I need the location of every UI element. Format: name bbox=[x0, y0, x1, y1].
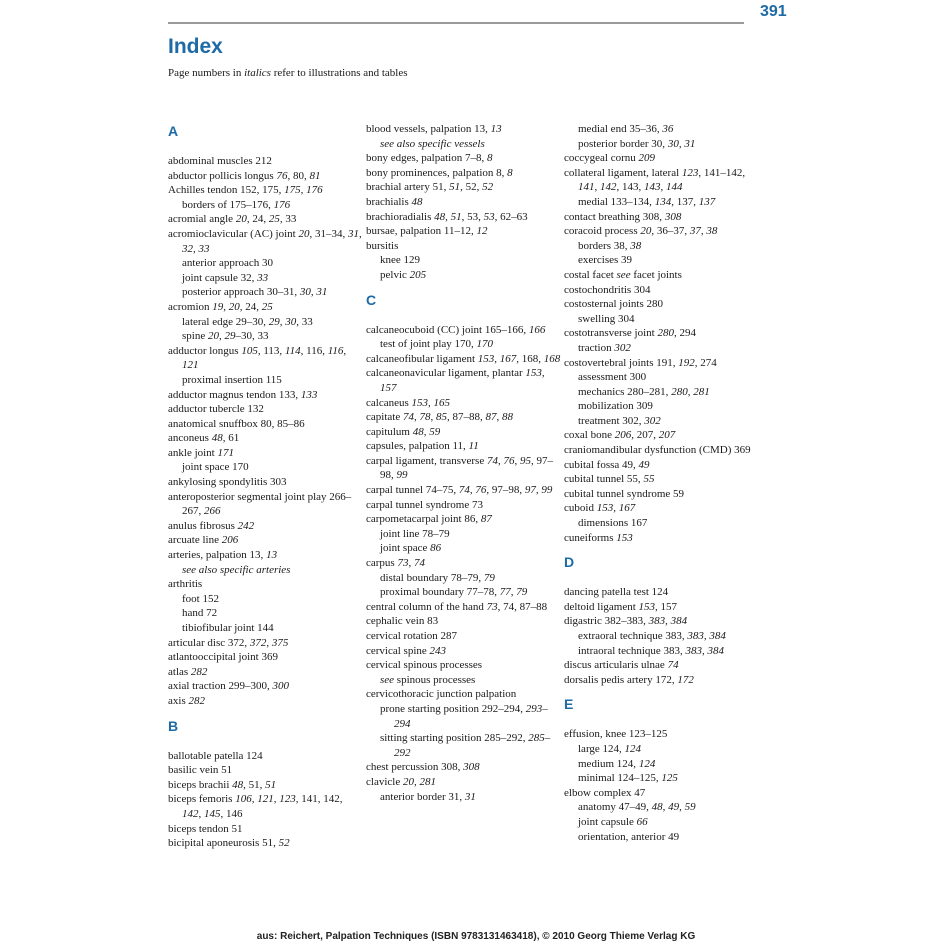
index-entry: calcaneocuboid (CC) joint 165–166, 166 bbox=[366, 323, 546, 336]
index-subentry: large 124, 124 bbox=[578, 742, 642, 755]
index-subentry: anatomy 47–49, 48, 49, 59 bbox=[578, 801, 696, 814]
index-entry: cubital tunnel syndrome 59 bbox=[564, 487, 685, 500]
index-subentry: test of joint play 170, 170 bbox=[380, 338, 494, 351]
index-subentry: knee 129 bbox=[380, 254, 421, 267]
index-entry: brachialis 48 bbox=[366, 195, 423, 208]
index-entry: costochondritis 304 bbox=[564, 283, 651, 296]
index-entry: collateral ligament, lateral 123, 141–142, 141, 142, 143, 143, 144 bbox=[564, 166, 746, 194]
index-entry: costal facet see facet joints bbox=[564, 268, 682, 281]
index-subentry: sitting starting position 285–292, 285–292 bbox=[380, 732, 551, 759]
index-entry: coxal bone 206, 207, 207 bbox=[564, 429, 676, 442]
index-subentry: joint line 78–79 bbox=[380, 527, 450, 540]
index-entry: calcaneonavicular ligament, plantar 153, 157 bbox=[366, 367, 545, 394]
section-letter-a: A bbox=[168, 123, 179, 139]
index-entry: ballotable patella 124 bbox=[168, 749, 263, 762]
index-entry: acromioclavicular (AC) joint 20, 31–34, 31, 32, 33 bbox=[168, 227, 362, 255]
index-entry: abductor pollicis longus 76, 80, 81 bbox=[168, 169, 321, 182]
index-column-1 bbox=[168, 122, 364, 851]
index-entry: basilic vein 51 bbox=[168, 764, 233, 777]
index-entry: atlantooccipital joint 369 bbox=[168, 651, 278, 664]
index-subentry: tibiofibular joint 144 bbox=[182, 622, 274, 634]
index-subentry: borders of 175–176, 176 bbox=[182, 198, 291, 211]
index-entry: biceps tendon 51 bbox=[168, 822, 243, 835]
index-subentry: proximal boundary 77–78, 77, 79 bbox=[380, 586, 528, 599]
index-entry: costotransverse joint 280, 294 bbox=[564, 327, 696, 340]
index-subentry: anterior border 31, 31 bbox=[380, 790, 476, 803]
index-entry: dancing patella test 124 bbox=[564, 586, 669, 599]
index-subentry: joint capsule 32, 33 bbox=[182, 271, 269, 284]
index-entry: digastric 382–383, 383, 384 bbox=[564, 615, 688, 628]
index-subentry: mobilization 309 bbox=[578, 400, 653, 413]
index-subentry: extraoral technique 383, 383, 384 bbox=[578, 630, 726, 642]
index-subentry: joint space 170 bbox=[182, 461, 249, 474]
header-rule bbox=[168, 22, 744, 24]
index-entry: carpometacarpal joint 86, 87 bbox=[366, 513, 492, 526]
index-subtitle: Page numbers in italics refer to illustrations and tables bbox=[168, 67, 408, 79]
index-entry: bony edges, palpation 7–8, 8 bbox=[366, 152, 493, 165]
index-entry: cubital tunnel 55, 55 bbox=[564, 473, 655, 486]
index-entry: articular disc 372, 372, 375 bbox=[168, 636, 289, 649]
index-entry: discus articularis ulnae 74 bbox=[564, 659, 679, 672]
index-subentry: dimensions 167 bbox=[578, 517, 648, 530]
index-entry: carpal tunnel syndrome 73 bbox=[366, 498, 483, 511]
index-entry: cuboid 153, 167 bbox=[564, 502, 636, 515]
index-subentry: assessment 300 bbox=[578, 371, 647, 384]
index-entry: abdominal muscles 212 bbox=[168, 155, 272, 167]
index-entry: cervicothoracic junction palpation bbox=[366, 688, 517, 701]
index-entry: adductor magnus tendon 133, 133 bbox=[168, 388, 318, 401]
index-column-2 bbox=[366, 122, 562, 804]
section-letter-c: C bbox=[366, 291, 377, 308]
index-entry: coracoid process 20, 36–37, 37, 38 bbox=[564, 225, 718, 238]
index-subentry: posterior approach 30–31, 30, 31 bbox=[182, 286, 328, 299]
index-entry: capsules, palpation 11, 11 bbox=[366, 440, 479, 453]
index-subentry: posterior border 30, 30, 31 bbox=[578, 137, 696, 150]
index-entry: chest percussion 308, 308 bbox=[366, 761, 480, 774]
index-entry: bursae, palpation 11–12, 12 bbox=[366, 225, 488, 238]
index-entry: deltoid ligament 153, 157 bbox=[564, 600, 678, 613]
index-subentry: spine 20, 29–30, 33 bbox=[182, 330, 269, 343]
index-entry: carpal tunnel 74–75, 74, 76, 97–98, 97, 99 bbox=[366, 484, 553, 497]
index-subentry: medium 124, 124 bbox=[578, 757, 656, 770]
index-entry: ankylosing spondylitis 303 bbox=[168, 476, 287, 489]
index-entry: bicipital aponeurosis 51, 52 bbox=[168, 837, 290, 850]
index-entry: coccygeal cornu 209 bbox=[564, 152, 656, 165]
index-entry: biceps brachii 48, 51, 51 bbox=[168, 778, 277, 791]
index-entry: arteries, palpation 13, 13 bbox=[168, 549, 278, 562]
index-entry: acromion 19, 20, 24, 25 bbox=[168, 300, 273, 313]
index-entry: cervical rotation 287 bbox=[366, 630, 458, 642]
index-subentry: hand 72 bbox=[182, 607, 218, 620]
index-entry: anconeus 48, 61 bbox=[168, 432, 240, 445]
index-entry: carpus 73, 74 bbox=[366, 557, 425, 570]
section-letter-e: E bbox=[564, 696, 574, 713]
index-subentry: joint space 86 bbox=[380, 542, 442, 555]
index-entry: atlas 282 bbox=[168, 665, 208, 678]
index-entry: anteroposterior segmental joint play 266–267, 266 bbox=[168, 490, 352, 518]
index-entry: Achilles tendon 152, 175, 175, 176 bbox=[168, 184, 323, 197]
index-subentry: see also specific arteries bbox=[182, 563, 291, 576]
index-subentry: lateral edge 29–30, 29, 30, 33 bbox=[182, 315, 313, 328]
index-entry: acromial angle 20, 24, 25, 33 bbox=[168, 213, 297, 226]
index-entry: adductor tubercle 132 bbox=[168, 403, 264, 416]
index-entry: effusion, knee 123–125 bbox=[564, 728, 668, 741]
index-entry: calcaneus 153, 165 bbox=[366, 396, 450, 409]
section-letter-b: B bbox=[168, 717, 179, 734]
index-subentry: orientation, anterior 49 bbox=[578, 830, 680, 843]
index-entry: blood vessels, palpation 13, 13 bbox=[366, 123, 502, 135]
index-subentry: treatment 302, 302 bbox=[578, 414, 661, 427]
index-subentry: prone starting position 292–294, 293–294 bbox=[380, 702, 548, 730]
index-entry: costosternal joints 280 bbox=[564, 298, 663, 311]
index-entry: carpal ligament, transverse 74, 76, 95, 97–98, 99 bbox=[366, 454, 553, 482]
index-subentry: borders 38, 38 bbox=[578, 239, 642, 252]
index-entry: clavicle 20, 281 bbox=[366, 775, 436, 788]
index-entry: arthritis bbox=[168, 578, 203, 591]
index-subentry: distal boundary 78–79, 79 bbox=[380, 571, 495, 584]
index-entry: anulus fibrosus 242 bbox=[168, 519, 255, 532]
index-entry: capitulum 48, 59 bbox=[366, 425, 441, 438]
index-entry: cervical spine 243 bbox=[366, 644, 447, 657]
index-entry: contact breathing 308, 308 bbox=[564, 210, 682, 223]
index-entry: ankle joint 171 bbox=[168, 446, 234, 459]
index-entry: axis 282 bbox=[168, 694, 205, 707]
index-subentry: joint capsule 66 bbox=[578, 815, 648, 828]
index-subentry: minimal 124–125, 125 bbox=[578, 772, 678, 785]
section-letter-d: D bbox=[564, 554, 575, 571]
index-entry: brachial artery 51, 51, 52, 52 bbox=[366, 181, 494, 194]
index-entry: cubital fossa 49, 49 bbox=[564, 458, 650, 471]
index-subentry: medial end 35–36, 36 bbox=[578, 123, 674, 135]
index-subentry: see also specific vessels bbox=[380, 137, 485, 150]
index-subentry: see spinous processes bbox=[380, 673, 476, 686]
index-subentry: proximal insertion 115 bbox=[182, 373, 282, 386]
index-subentry: medial 133–134, 134, 137, 137 bbox=[578, 195, 716, 208]
index-subentry: swelling 304 bbox=[578, 312, 635, 325]
page-footer: aus: Reichert, Palpation Techniques (ISBN 9783131463418), © 2010 Georg Thieme Verlag KG bbox=[256, 931, 696, 942]
index-column-3 bbox=[564, 122, 760, 844]
index-subentry: intraoral technique 383, 383, 384 bbox=[578, 644, 725, 657]
index-entry: costovertebral joints 191, 192, 274 bbox=[564, 356, 717, 369]
index-entry: adductor longus 105, 113, 114, 116, 116, 121 bbox=[168, 344, 347, 372]
index-entry: craniomandibular dysfunction (CMD) 369 bbox=[564, 444, 751, 457]
index-entry: elbow complex 47 bbox=[564, 786, 646, 799]
index-entry: capitate 74, 78, 85, 87–88, 87, 88 bbox=[366, 411, 513, 424]
index-entry: dorsalis pedis artery 172, 172 bbox=[564, 673, 694, 686]
index-entry: central column of the hand 73, 74, 87–88 bbox=[366, 600, 548, 613]
index-subentry: pelvic 205 bbox=[380, 268, 427, 281]
index-entry: anatomical snuffbox 80, 85–86 bbox=[168, 417, 305, 430]
index-entry: bony prominences, palpation 8, 8 bbox=[366, 166, 513, 179]
index-entry: arcuate line 206 bbox=[168, 534, 239, 547]
index-subentry: exercises 39 bbox=[578, 254, 633, 267]
index-entry: axial traction 299–300, 300 bbox=[168, 680, 289, 693]
page-number: 391 bbox=[760, 3, 787, 20]
index-entry: cervical spinous processes bbox=[366, 659, 483, 672]
index-subentry: mechanics 280–281, 280, 281 bbox=[578, 385, 710, 398]
page-title: Index bbox=[168, 35, 223, 58]
index-subentry: foot 152 bbox=[182, 592, 219, 605]
index-entry: biceps femoris 106, 121, 123, 141, 142, 142, 145, 146 bbox=[168, 793, 343, 820]
index-entry: cephalic vein 83 bbox=[366, 615, 439, 628]
index-entry: brachioradialis 48, 51, 53, 53, 62–63 bbox=[366, 210, 528, 223]
index-entry: calcaneofibular ligament 153, 167, 168, 168 bbox=[366, 352, 561, 365]
index-subentry: traction 302 bbox=[578, 341, 631, 354]
index-subentry: anterior approach 30 bbox=[182, 257, 274, 270]
index-entry: cuneiforms 153 bbox=[564, 531, 633, 544]
index-entry: bursitis bbox=[366, 239, 399, 252]
